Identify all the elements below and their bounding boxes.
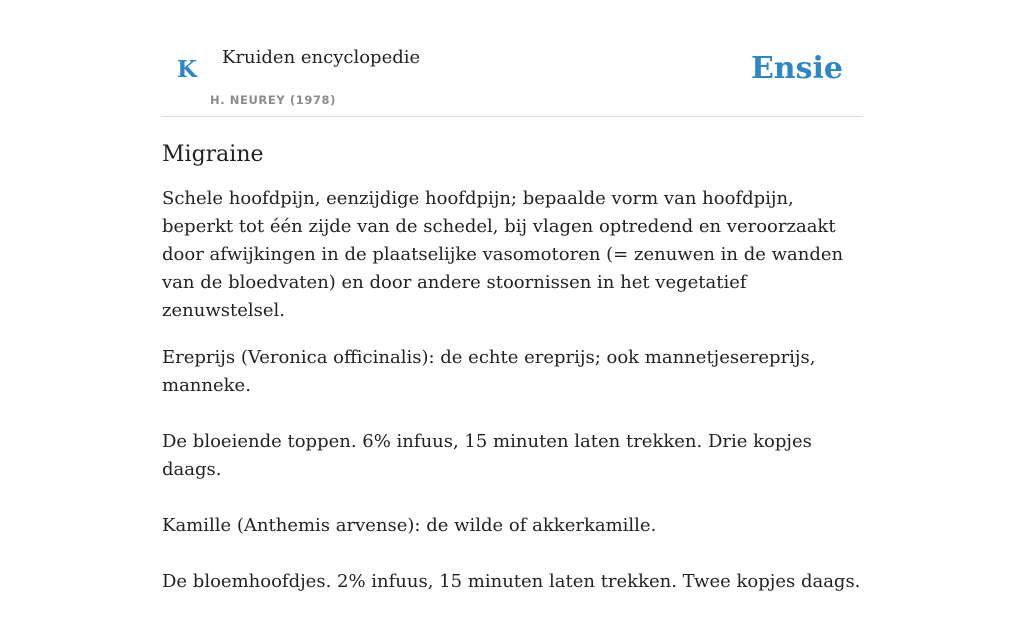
entry-title: Migraine xyxy=(162,142,264,167)
entry-paragraph: De bloeiende toppen. 6% infuus, 15 minuten laten trekken. Drie kopjes daags. xyxy=(162,431,812,480)
ensie-logo[interactable]: Ensie xyxy=(750,51,843,86)
book-logo[interactable]: K xyxy=(177,56,197,83)
entry-paragraph: Kamille (Anthemis arvense): de wilde of akkerkamille. xyxy=(162,515,657,536)
page-header xyxy=(162,0,862,117)
entry-definition: Schele hoofdpijn, eenzijdige hoofdpijn; bepaalde vorm van hoofdpijn, beperkt tot één zijde van de schedel, bij vlagen optredend en veroorzaakt door afwijkingen in de plaatselijke vasomotoren (= zenuwen in de wanden van de bloedvaten) en door andere stoornissen in het vegetatief zenuwstelsel. xyxy=(162,188,844,321)
entry-content xyxy=(162,139,862,624)
entry-paragraph: Ereprijs (Veronica officinalis): de echte ereprijs; ook mannetjesereprijs, manneke. xyxy=(162,347,816,396)
book-author[interactable]: H. NEUREY (1978) xyxy=(210,93,336,107)
entry-paragraph: De bloemhoofdjes. 2% infuus, 15 minuten laten trekken. Twee kopjes daags. xyxy=(162,571,861,592)
book-title-link[interactable]: Kruiden encyclopedie xyxy=(222,47,421,68)
